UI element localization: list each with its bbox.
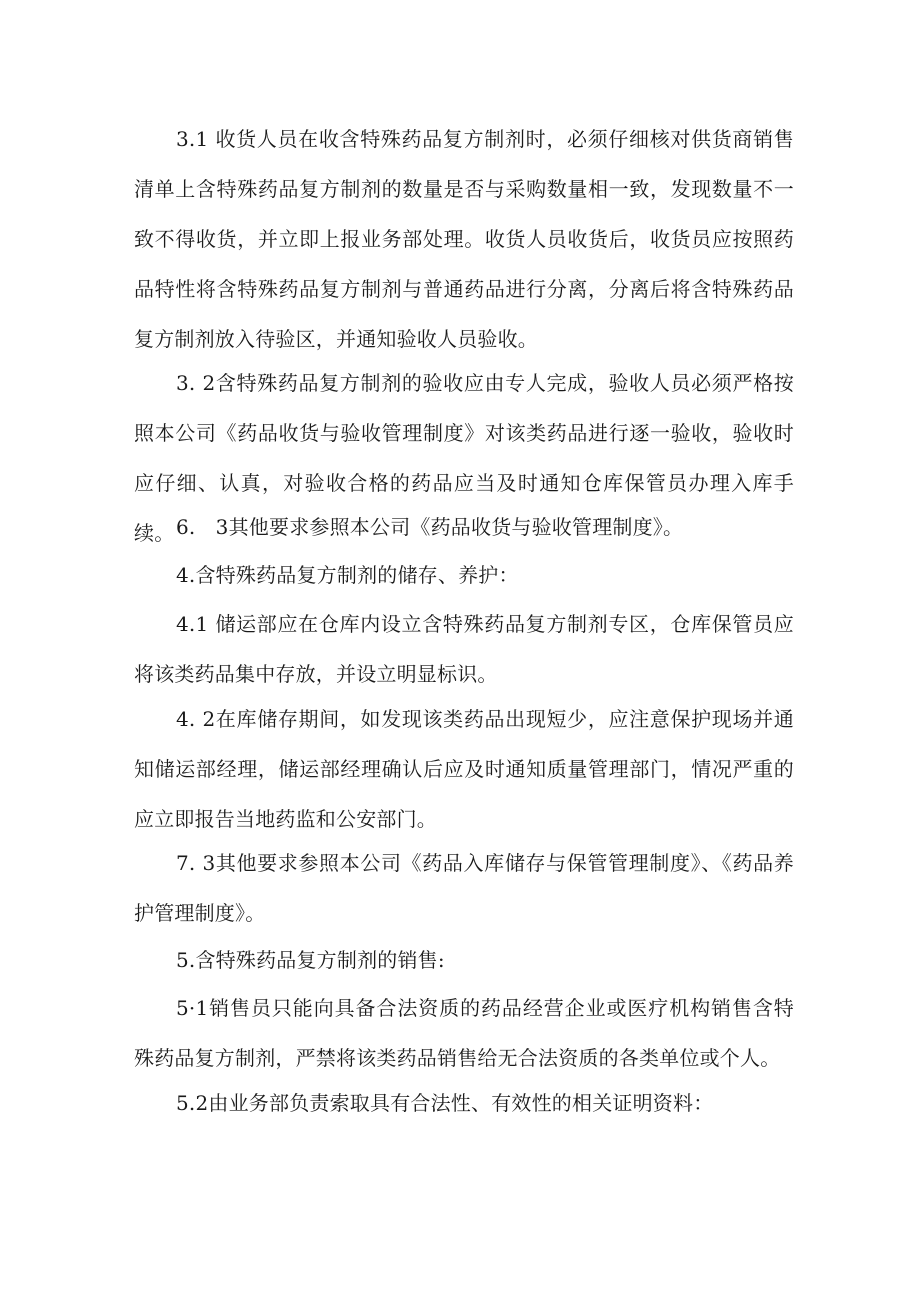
paragraph-5-1: 5·1销售员只能向具备合法资质的药品经营企业或医疗机构销售含特殊药品复方制剂，严禁将该类药品销售给无合法资质的各类单位或个人。 [134, 996, 794, 1070]
paragraph-4-1: 4.1 储运部应在仓库内设立含特殊药品复方制剂专区，仓库保管员应将该类药品集中存放，并设立明显标识。 [134, 612, 794, 686]
paragraph-3-1: 3.1 收货人员在收含特殊药品复方制剂时，必须仔细核对供货商销售清单上含特殊药品复方制剂的数量是否与采购数量相一致，发现数量不一致不得收货，并立即上报业务部处理。收货人员收货后，收货员应按照药品特性将含特殊药品复方制剂与普通药品进行分离，分离后将含特殊药品复方制剂放入待验区，并通知验收人员验收。 [134, 127, 794, 351]
paragraph-6-3: 6. 3其他要求参照本公司《药品收货与验收管理制度》。 [176, 515, 684, 539]
paragraph-3-2: 3. 2含特殊药品复方制剂的验收应由专人完成，验收人员必须严格按照本公司《药品收货与验收管理制度》对该类药品进行逐一验收，验收时应仔细、认真，对验收合格的药品应当及时通知仓库保管员办理入库手续。 [134, 371, 794, 545]
paragraph-5-2: 5.2由业务部负责索取具有合法性、有效性的相关证明资料： [176, 1091, 714, 1115]
paragraph-7-3: 7. 3其他要求参照本公司《药品入库储存与保管管理制度》、《药品养护管理制度》。 [134, 851, 794, 925]
paragraph-4-2: 4. 2在库储存期间，如发现该类药品出现短少，应注意保护现场并通知储运部经理，储运部经理确认后应及时通知质量管理部门，情况严重的应立即报告当地药监和公安部门。 [134, 707, 794, 831]
section-heading-4: 4.含特殊药品复方制剂的储存、养护： [176, 563, 519, 587]
section-heading-5: 5.含特殊药品复方制剂的销售: [176, 948, 445, 972]
